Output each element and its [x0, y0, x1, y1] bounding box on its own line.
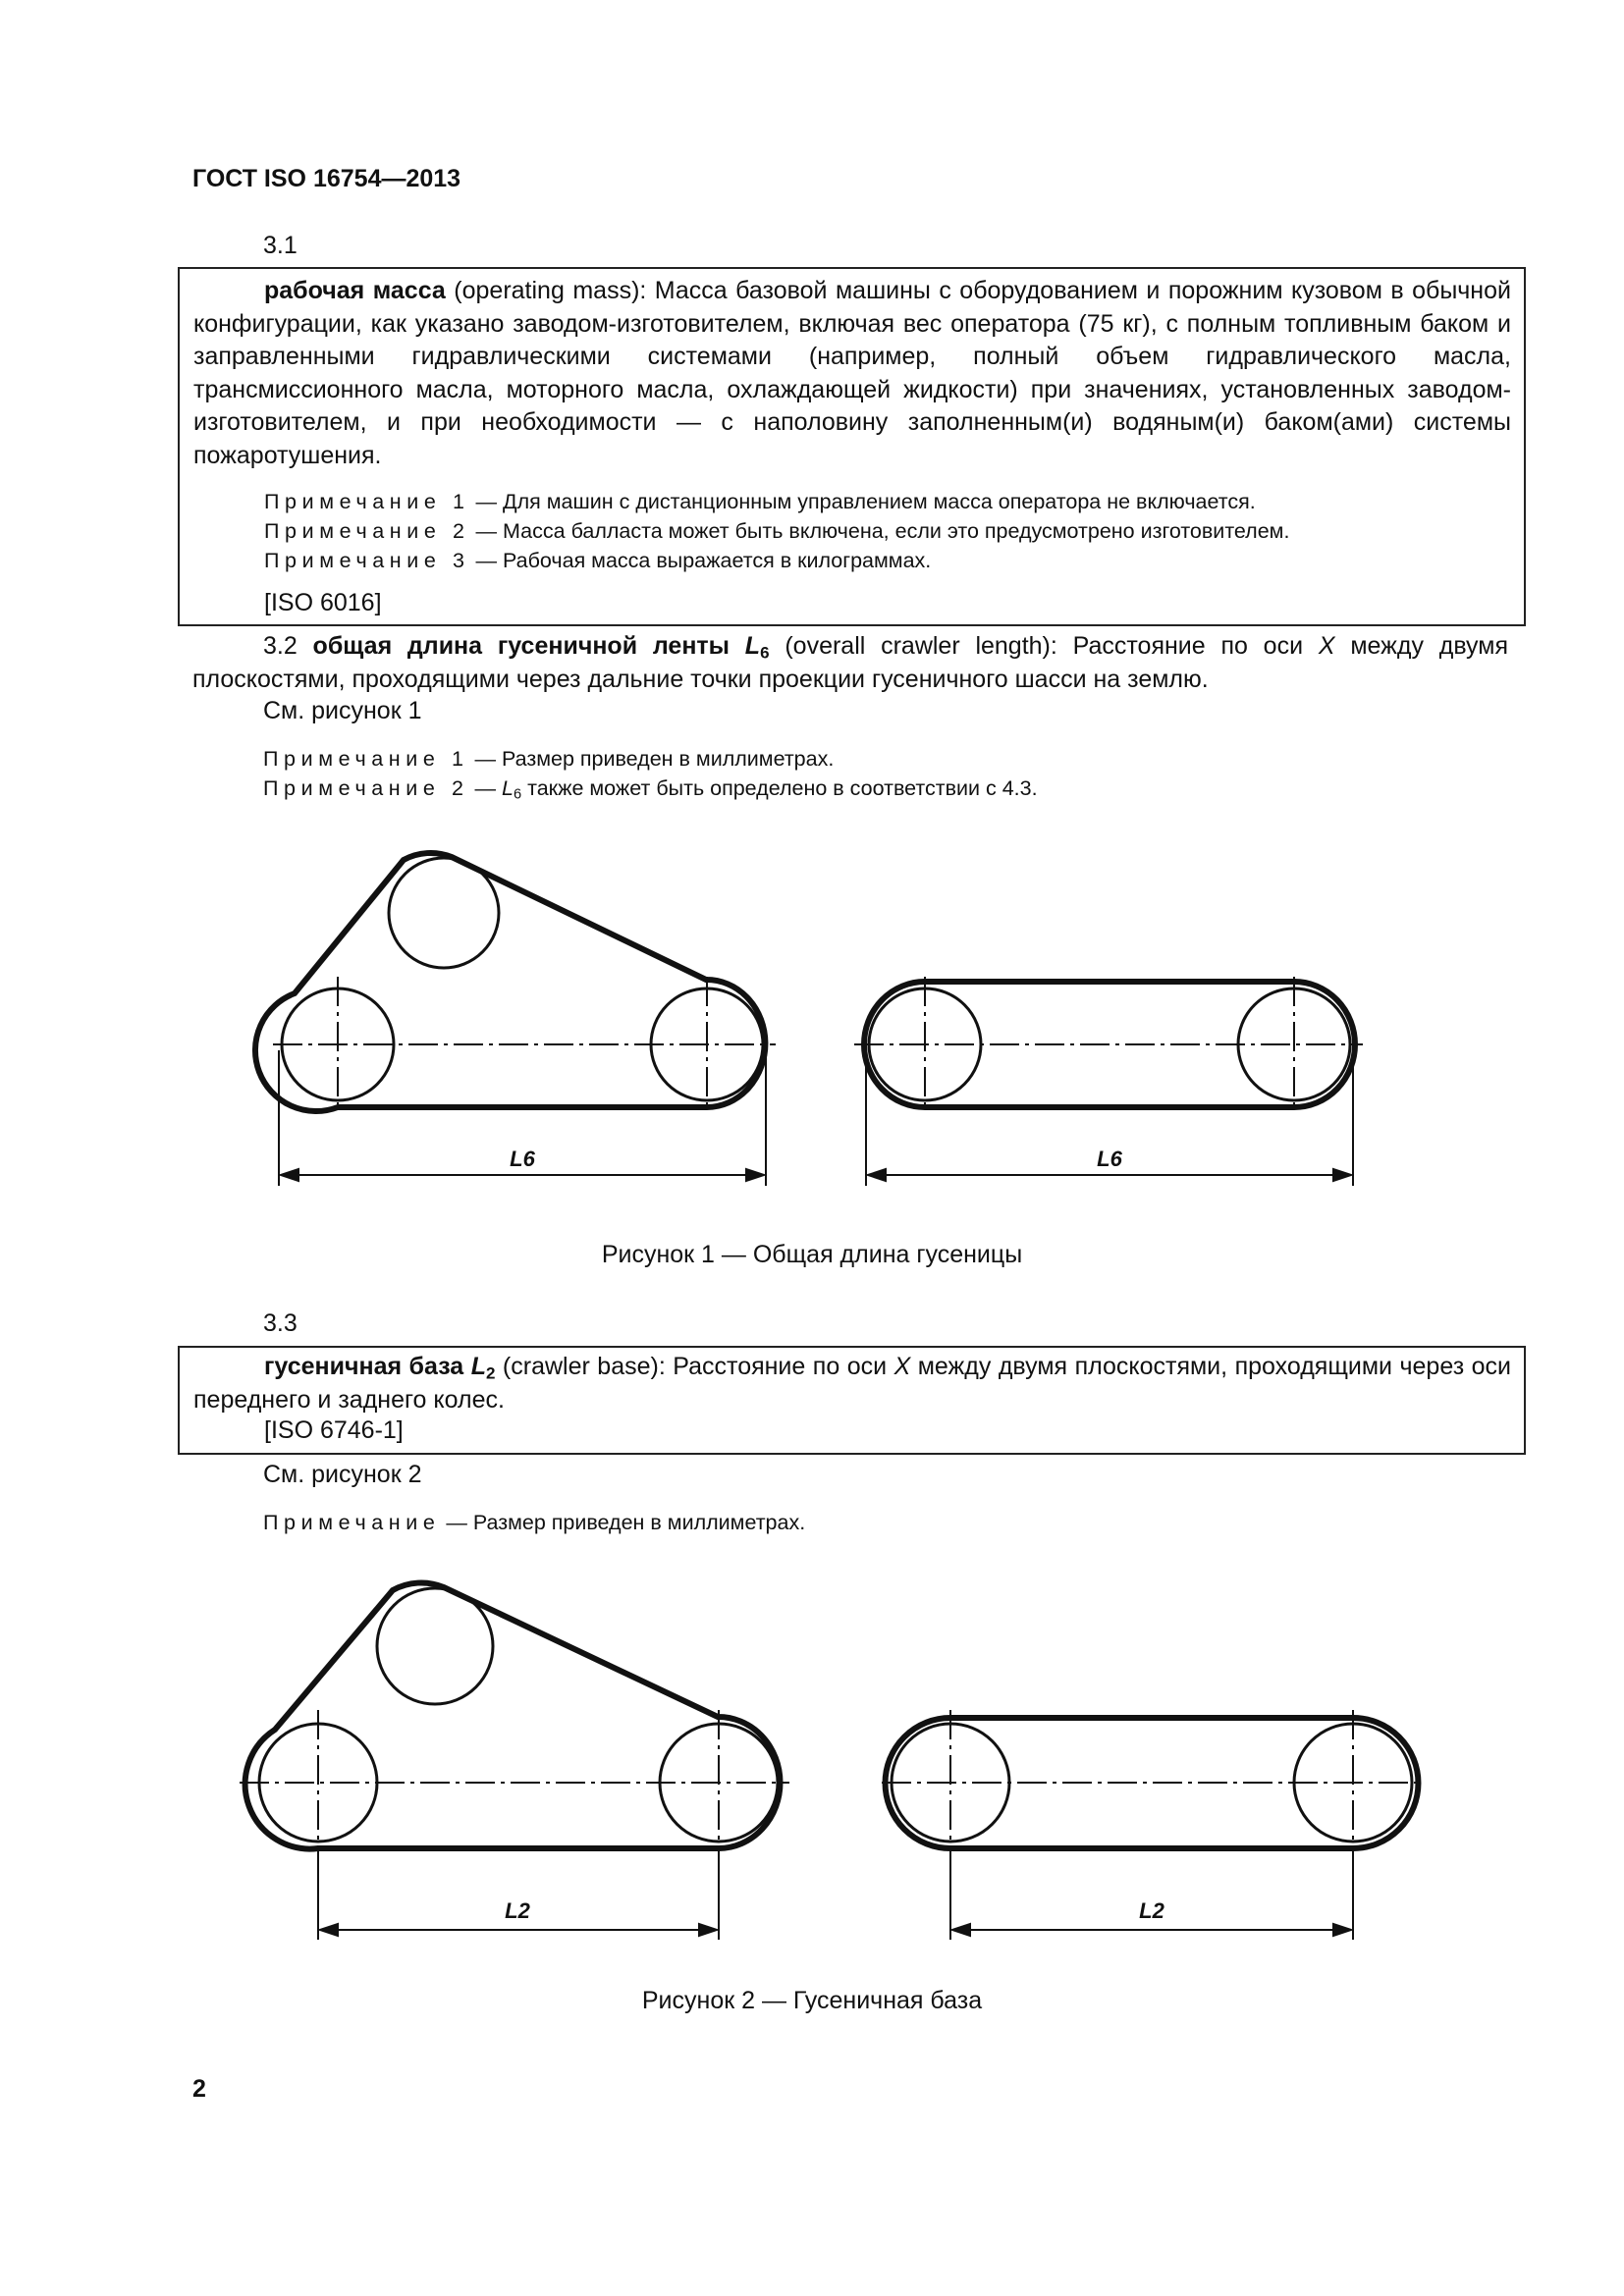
note-text-a: — — [468, 776, 503, 800]
source-reference: [ISO 6016] — [264, 589, 382, 616]
axis-symbol: X — [1318, 632, 1335, 660]
term-en: (crawler base) — [495, 1353, 659, 1380]
dimension-line-right — [950, 1853, 1353, 1940]
note-3-1-3 — [264, 546, 931, 575]
definition-3-1 — [193, 275, 1511, 472]
note-3-2-2 — [263, 774, 1038, 803]
definition-text-a: : Расстояние по оси — [658, 1353, 894, 1380]
definition-text-b: между двумя плоскостями, проходящими через оси переднего и заднего колес. — [193, 1353, 1512, 1414]
term-en: (operating mass) — [445, 277, 640, 304]
term-overall-crawler-length: общая длина гусеничной ленты $L_6$ — [312, 632, 770, 663]
page-number: 2 — [192, 2075, 206, 2103]
section-number-3-1: 3.1 — [263, 232, 298, 259]
note-label: Примечание — [263, 1511, 441, 1534]
note-label: Примечание 2 — [263, 776, 469, 800]
section-number-3-2: 3.2 — [263, 632, 313, 660]
note-label: Примечание 1 — [264, 490, 470, 513]
note-text: — Размер приведен в миллиметрах. — [440, 1511, 806, 1534]
note-label: Примечание 2 — [264, 519, 470, 543]
definition-3-3 — [193, 1351, 1511, 1416]
note-symbol: L — [502, 776, 514, 800]
term-operating-mass: рабочая масса — [264, 277, 446, 304]
note-text-b: также может быть определено в соответствии с 4.3. — [521, 776, 1038, 800]
figure-2-drawing — [0, 1561, 1624, 1973]
definition-box-3-3 — [178, 1346, 1526, 1455]
figure-1-caption: Рисунок 1 — Общая длина гусеницы — [601, 1241, 1023, 1268]
note-text: — Размер приведен в миллиметрах. — [468, 747, 835, 771]
oval-crawler-right — [854, 977, 1363, 1107]
document-header: ГОСТ ISO 16754—2013 — [192, 165, 461, 192]
triangle-crawler-left — [255, 853, 776, 1111]
triangle-crawler-left — [240, 1582, 789, 1855]
figure-2-caption: Рисунок 2 — Гусеничная база — [641, 1987, 983, 2014]
figure-1-drawing — [0, 834, 1624, 1227]
note-symbol-sub: 6 — [514, 786, 522, 803]
see-figure-1: См. рисунок 1 — [263, 697, 422, 724]
term-crawler-base: гусеничная база $L_2$ — [264, 1353, 496, 1383]
see-figure-2: См. рисунок 2 — [263, 1461, 422, 1488]
note-3-1-1 — [264, 487, 1256, 516]
term-en: (overall crawler length) — [769, 632, 1051, 660]
dimension-label-l6-left: L6 — [510, 1147, 535, 1171]
section-number-3-3: 3.3 — [263, 1309, 298, 1337]
note-label: Примечание 1 — [263, 747, 469, 771]
note-text: — Масса балласта может быть включена, если это предусмотрено изготовителем. — [469, 519, 1290, 543]
note-3-1-2 — [264, 516, 1289, 546]
dimension-line-left — [318, 1853, 719, 1940]
definition-text-a: : Расстояние по оси — [1050, 632, 1319, 660]
definition-box-3-1 — [178, 267, 1526, 626]
definition-3-2 — [192, 630, 1508, 696]
dimension-label-l2-right: L2 — [1139, 1898, 1164, 1923]
note-text: — Для машин с дистанционным управлением масса оператора не включается. — [469, 490, 1256, 513]
axis-symbol: X — [893, 1353, 911, 1380]
source-reference: [ISO 6746-1] — [264, 1416, 404, 1444]
definition-text: : Масса базовой машины с оборудованием и порожним кузовом в обычной конфигурации, как указано заводом-изготовителем, включая вес оператора (75 кг), с полным топливным баком и заправленными гидравлическими системами (например, полный объем гидравлического масла, трансмиссионного масла, моторного масла, охлаждающей жидкости) при значениях, установленных заводом-изготовителем, и при необходимости — с наполовину заполненным(и) водяным(и) баком(ами) системы пожаротушения. — [193, 277, 1511, 469]
note-3-3 — [263, 1508, 805, 1537]
definition-text-b: между двумя плоскостями, проходящими через дальние точки проекции гусеничного шасси на землю. — [192, 632, 1508, 693]
dimension-label-l2-left: L2 — [505, 1898, 530, 1923]
note-text: — Рабочая масса выражается в килограммах. — [469, 549, 932, 572]
note-3-2-1 — [263, 744, 834, 774]
oval-crawler-right — [882, 1710, 1424, 1855]
dimension-label-l6-right: L6 — [1097, 1147, 1122, 1171]
note-label: Примечание 3 — [264, 549, 470, 572]
